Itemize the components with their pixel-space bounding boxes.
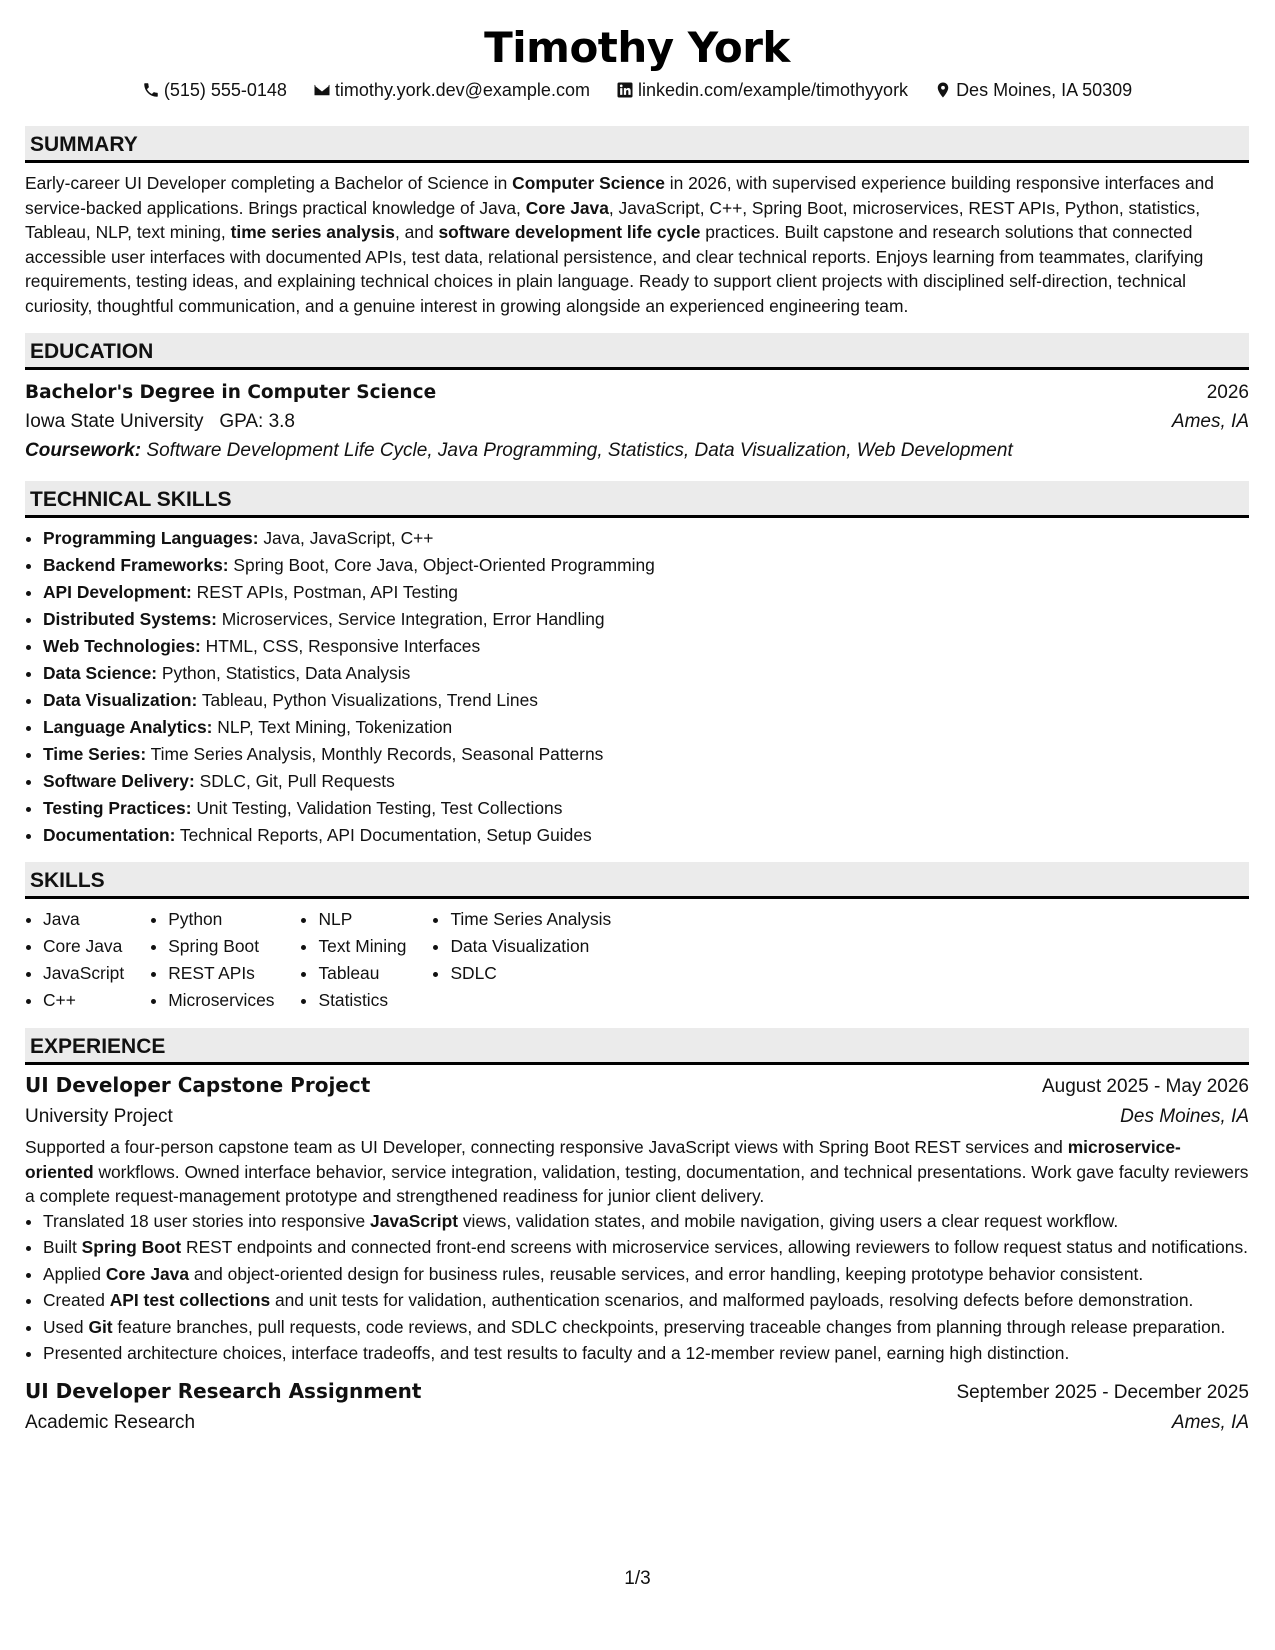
skill-category-values: Tableau, Python Visualizations, Trend Lines xyxy=(201,690,538,710)
job-bullets xyxy=(25,1209,1249,1366)
contact-linkedin[interactable] xyxy=(616,78,908,102)
skill-item: • Python xyxy=(168,906,274,933)
skills-heading: SKILLS xyxy=(25,862,1249,899)
technical-skills-list xyxy=(25,525,1249,849)
candidate-name: Timothy York xyxy=(484,23,790,72)
job-capstone xyxy=(25,1070,1249,1366)
technical-skill-item xyxy=(43,687,1249,714)
skill-category-values: Time Series Analysis, Monthly Records, Seasonal Patterns xyxy=(150,744,604,764)
skill-category-label: Programming Languages: xyxy=(43,528,259,548)
skill-category-values: Technical Reports, API Documentation, Setup Guides xyxy=(179,825,592,845)
skill-item: • C++ xyxy=(43,987,124,1014)
skill-category-values: SDLC, Git, Pull Requests xyxy=(199,771,395,791)
job-bullet: • Built Spring Boot REST endpoints and connected front-end screens with microservice services, allowing reviewers to follow request status and notifications. xyxy=(43,1235,1249,1260)
skills-column xyxy=(150,906,274,1014)
technical-skill-item xyxy=(43,768,1249,795)
skill-category-label: Documentation: xyxy=(43,825,176,845)
school-line xyxy=(25,407,295,436)
skill-item: • Data Visualization xyxy=(450,933,611,960)
skill-item: • Text Mining xyxy=(318,933,406,960)
job-location: Ames, IA xyxy=(1171,1411,1249,1433)
education-heading: EDUCATION xyxy=(25,333,1249,370)
map-pin-icon xyxy=(934,81,952,99)
contact-location xyxy=(934,78,1132,102)
job-dates: September 2025 - December 2025 xyxy=(956,1381,1249,1403)
coursework-line xyxy=(25,436,1013,465)
skill-item: • SDLC xyxy=(450,960,611,987)
phone-icon xyxy=(142,81,160,99)
coursework-row xyxy=(25,436,1249,465)
page-number: 1/3 xyxy=(624,1568,651,1589)
skill-category-values: REST APIs, Postman, API Testing xyxy=(196,582,458,602)
skill-category-values: Python, Statistics, Data Analysis xyxy=(161,663,411,683)
skill-category-label: Backend Frameworks: xyxy=(43,555,229,575)
skills-column xyxy=(432,906,611,1014)
skill-category-label: Software Delivery: xyxy=(43,771,195,791)
skill-item: • Statistics xyxy=(318,987,406,1014)
job-org-row xyxy=(25,1408,1249,1438)
job-org-row xyxy=(25,1102,1249,1132)
job-description: Supported a four-person capstone team as UI Developer, connecting responsive JavaScript views with Spring Boot REST services and microservice-oriented workflows. Owned interface behavior, service integration, validation, testing, documentation, and technical presentations. Work gave faculty reviewers a complete request-management prototype and strengthened readiness for junior client delivery. xyxy=(25,1137,1249,1206)
email-text[interactable]: timothy.york.dev@example.com xyxy=(334,80,590,100)
skill-item: • Tableau xyxy=(318,960,406,987)
skill-item: • Java xyxy=(43,906,124,933)
school-location: Ames, IA xyxy=(1171,411,1249,432)
job-bullet: • Created API test collections and unit tests for validation, authentication scenarios, and malformed payloads, resolving defects before demonstration. xyxy=(43,1288,1249,1313)
skill-category-values: Spring Boot, Core Java, Object-Oriented Programming xyxy=(233,555,655,575)
summary-heading: SUMMARY xyxy=(25,126,1249,163)
skill-item: • Time Series Analysis xyxy=(450,906,611,933)
technical-skill-item xyxy=(43,579,1249,606)
job-title: UI Developer Research Assignment xyxy=(25,1378,422,1403)
summary-text: Early-career UI Developer completing a Bachelor of Science in Computer Science in 2026, with supervised experience building responsive interfaces and service-backed applications. Brings practical knowledge of Java, Core Java, JavaScript, C++, Spring Boot, microservices, REST APIs, Python, statistics, Tableau, NLP, text mining, time series analysis, and software development life cycle practices. Built capstone and research solutions that connected accessible user interfaces with documented APIs, test data, relational persistence, and clear technical reports. Enjoys learning from teammates, clarifying requirements, testing ideas, and explaining technical choices in plain language. Ready to support client projects with disciplined self-direction, technical curiosity, thoughtful communication, and a genuine interest in growing alongside an experienced engineering team. xyxy=(25,173,1214,316)
job-bullet: • Used Git feature branches, pull requests, code reviews, and SDLC checkpoints, preserving traceable changes from planning through release preparation. xyxy=(43,1315,1249,1340)
skills-column xyxy=(300,906,406,1014)
skill-category-values: Unit Testing, Validation Testing, Test Collections xyxy=(196,798,563,818)
coursework-label: Coursework: xyxy=(25,440,142,461)
skill-category-label: Time Series: xyxy=(43,744,147,764)
technical-skills-heading: TECHNICAL SKILLS xyxy=(25,481,1249,518)
technical-skill-item xyxy=(43,606,1249,633)
skill-category-label: Testing Practices: xyxy=(43,798,192,818)
linkedin-text[interactable]: linkedin.com/example/timothyyork xyxy=(637,80,909,100)
degree-year: 2026 xyxy=(1206,382,1249,403)
skill-item: • Spring Boot xyxy=(168,933,274,960)
skill-category-label: Data Science: xyxy=(43,663,158,683)
contact-bar xyxy=(25,78,1249,102)
job-bullet: • Applied Core Java and object-oriented design for business rules, reusable services, and error handling, keeping prototype behavior consistent. xyxy=(43,1262,1249,1287)
skill-item: • NLP xyxy=(318,906,406,933)
technical-skill-item xyxy=(43,714,1249,741)
skill-item: • Core Java xyxy=(43,933,124,960)
education-school-row xyxy=(25,407,1249,436)
skill-category-values: HTML, CSS, Responsive Interfaces xyxy=(205,636,481,656)
job-header-row xyxy=(25,1376,1249,1408)
job-org: Academic Research xyxy=(25,1411,196,1433)
technical-skill-item xyxy=(43,525,1249,552)
skills-column xyxy=(25,906,124,1014)
technical-skill-item xyxy=(43,552,1249,579)
resume-page xyxy=(25,0,1249,1438)
skill-category-values: Microservices, Service Integration, Error Handling xyxy=(221,609,605,629)
job-dates: August 2025 - May 2026 xyxy=(1041,1076,1249,1097)
skill-category-label: Data Visualization: xyxy=(43,690,198,710)
skill-item: • REST APIs xyxy=(168,960,274,987)
job-research xyxy=(25,1376,1249,1438)
skill-category-label: API Development: xyxy=(43,582,192,602)
job-bullet: • Presented architecture choices, interface tradeoffs, and test results to faculty and a 12-member review panel, earning high distinction. xyxy=(43,1341,1249,1366)
skill-category-label: Web Technologies: xyxy=(43,636,201,656)
contact-email[interactable] xyxy=(313,78,590,102)
coursework-list: Software Development Life Cycle, Java Programming, Statistics, Data Visualization, Web Development xyxy=(146,440,1013,461)
skill-item: • JavaScript xyxy=(43,960,124,987)
technical-skill-item xyxy=(43,741,1249,768)
education-degree-row xyxy=(25,378,1249,407)
technical-skill-item xyxy=(43,660,1249,687)
job-bullet: • Translated 18 user stories into responsive JavaScript views, validation states, and mobile navigation, giving users a clear request workflow. xyxy=(43,1209,1249,1234)
skill-item: • Microservices xyxy=(168,987,274,1014)
phone-text: (515) 555-0148 xyxy=(163,80,287,100)
job-location: Des Moines, IA xyxy=(1120,1106,1249,1127)
technical-skill-item xyxy=(43,822,1249,849)
school-name: Iowa State University xyxy=(25,411,204,432)
skill-category-label: Language Analytics: xyxy=(43,717,213,737)
job-org: University Project xyxy=(25,1106,173,1127)
linkedin-icon xyxy=(616,81,634,99)
contact-phone xyxy=(142,78,287,102)
skill-category-values: Java, JavaScript, C++ xyxy=(263,528,434,548)
skills-grid xyxy=(25,906,1249,1014)
skill-category-values: NLP, Text Mining, Tokenization xyxy=(217,717,453,737)
skill-category-label: Distributed Systems: xyxy=(43,609,217,629)
envelope-icon xyxy=(313,81,331,99)
experience-heading: EXPERIENCE xyxy=(25,1028,1249,1065)
gpa: GPA: 3.8 xyxy=(219,411,295,432)
job-header-row xyxy=(25,1070,1249,1102)
technical-skill-item xyxy=(43,795,1249,822)
job-title: UI Developer Capstone Project xyxy=(25,1073,371,1097)
location-text: Des Moines, IA 50309 xyxy=(956,80,1133,100)
technical-skill-item xyxy=(43,633,1249,660)
degree-title: Bachelor's Degree in Computer Science xyxy=(25,382,437,403)
